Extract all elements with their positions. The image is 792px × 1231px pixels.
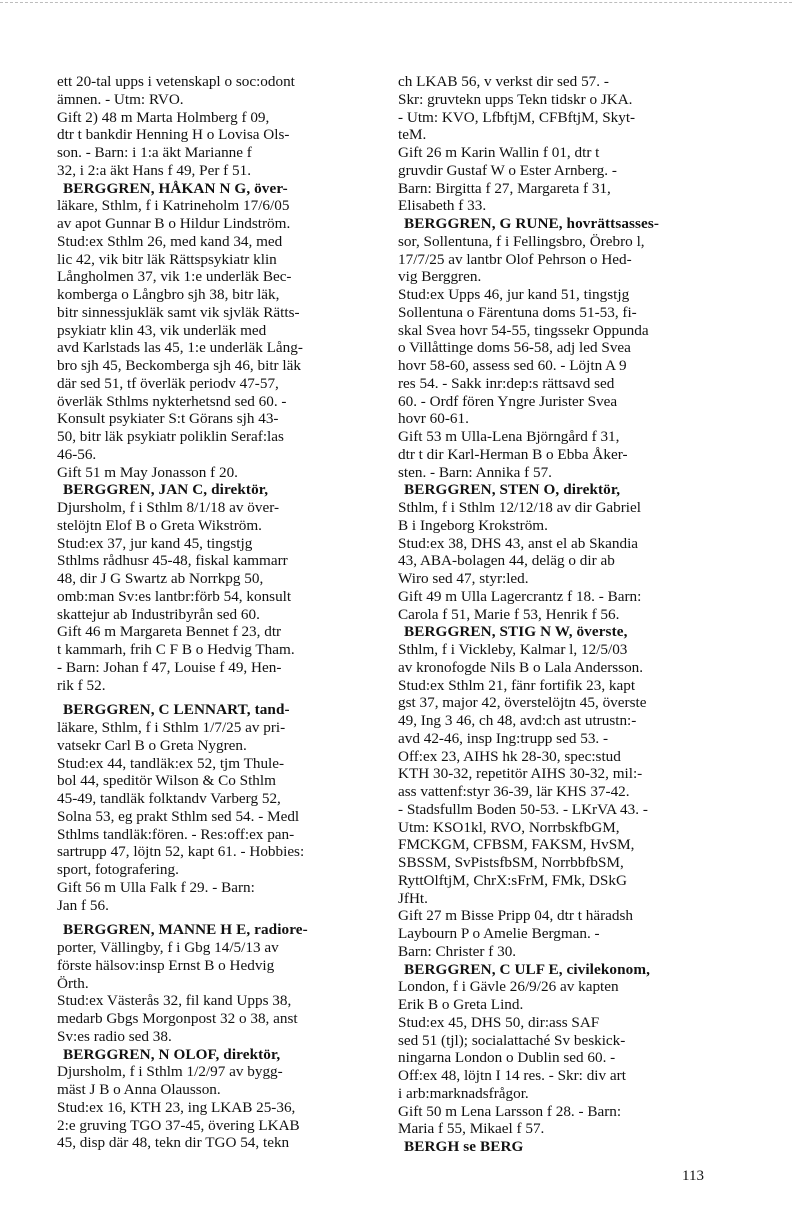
text-line: - Stadsfullm Boden 50-53. - LKrVA 43. -	[398, 800, 648, 818]
text-line: dtr t bankdir Henning H o Lovisa Ols-	[57, 126, 290, 144]
text-line: ch LKAB 56, v verkst dir sed 57. -	[398, 73, 609, 90]
text-line: sport, fotografering.	[57, 861, 179, 878]
entry-heading: BERGH se BERG	[404, 1138, 524, 1155]
text-line: dtr t dir Karl-Herman B o Ebba Åker-	[398, 445, 628, 463]
text-line: Laybourn P o Amelie Bergman. -	[398, 925, 600, 942]
entry-heading: BERGGREN, C LENNART, tand-	[63, 701, 290, 719]
text-line: Gift 49 m Ulla Lagercrantz f 18. - Barn:	[398, 587, 642, 605]
entry-heading: BERGGREN, G RUNE, hovrättsasses-	[404, 215, 660, 232]
page-top-edge	[0, 2, 792, 3]
entry-heading: BERGGREN, JAN C, direktör,	[63, 481, 269, 499]
text-line: SBSSM, SvPistsfbSM, NorrbbfbSM,	[398, 854, 624, 871]
entry-heading: BERGGREN, STIG N W, överste,	[404, 623, 628, 641]
text-line: komberga o Långbro sjh 38, bitr läk,	[57, 286, 280, 303]
text-line: teM.	[398, 126, 427, 144]
text-line: son. - Barn: i 1:a äkt Marianne f	[57, 144, 252, 161]
text-line: 46-56.	[57, 445, 97, 463]
text-line: res 54. - Sakk inr:dep:s rättsavd sed	[398, 374, 615, 392]
text-line: sor, Sollentuna, f i Fellingsbro, Örebro l,	[398, 232, 645, 250]
entry-heading: BERGGREN, STEN O, direktör,	[404, 481, 621, 499]
left-column	[57, 73, 373, 1152]
text-line: sed 51 (tjl); socialattaché Sv beskick-	[398, 1031, 626, 1049]
text-line: hovr 60-61.	[398, 410, 469, 428]
text-line: Gift 56 m Ulla Falk f 29. - Barn:	[57, 878, 255, 896]
text-line: 48, dir J G Swartz ab Norrkpg 50,	[57, 570, 264, 587]
text-line: Stud:ex Sthlm 26, med kand 34, med	[57, 232, 283, 250]
text-line: Stud:ex Västerås 32, fil kand Upps 38,	[57, 992, 292, 1010]
text-line: B i Ingeborg Krokström.	[398, 516, 548, 534]
text-line: bro sjh 45, Beckomberga sjh 46, bitr läk	[57, 357, 301, 374]
text-line: Off:ex 48, löjtn I 14 res. - Skr: div art	[398, 1067, 626, 1084]
text-line: Sthlm, f i Sthlm 12/12/18 av dir Gabriel	[398, 499, 641, 516]
text-line: Gift 27 m Bisse Pripp 04, dtr t häradsh	[398, 907, 633, 925]
text-line: 49, Ing 3 46, ch 48, avd:ch ast utrustn:-	[398, 712, 637, 729]
text-line: Örth.	[57, 974, 89, 992]
text-line: sten. - Barn: Annika f 57.	[398, 463, 552, 481]
text-line: Stud:ex 45, DHS 50, dir:ass SAF	[398, 1013, 600, 1031]
text-line: Sollentuna o Färentuna doms 51-53, fi-	[398, 303, 637, 321]
text-line: Solna 53, eg prakt Sthlm sed 54. - Medl	[57, 807, 300, 825]
text-line: av kronofogde Nils B o Lala Andersson.	[398, 658, 644, 676]
text-line: Stud:ex 37, jur kand 45, tingstjg	[57, 534, 253, 552]
text-line: Gift 51 m May Jonasson f 20.	[57, 463, 238, 481]
text-line: mäst J B o Anna Olausson.	[57, 1081, 221, 1098]
text-line: Barn: Christer f 30.	[398, 942, 517, 960]
text-line: Stud:ex Sthlm 21, fänr fortifik 23, kapt	[398, 676, 636, 694]
text-line: gst 37, major 42, överstelöjtn 45, överste	[398, 694, 647, 712]
text-line: Sthlm, f i Vickleby, Kalmar l, 12/5/03	[398, 641, 628, 658]
text-line: skattejur ab Industribyrån sed 60.	[57, 605, 260, 623]
entry-heading: BERGGREN, C ULF E, civilekonom,	[404, 960, 650, 978]
text-line: 2:e gruving TGO 37-45, övering LKAB	[57, 1116, 300, 1134]
text-line: psykiatr klin 43, vik underläk med	[57, 321, 267, 339]
text-line: Gift 53 m Ulla-Lena Björngård f 31,	[398, 428, 620, 445]
text-line: sartrupp 47, löjtn 52, kapt 61. - Hobbies:	[57, 843, 305, 861]
text-line: avd Karlstads las 45, 1:e underläk Lång-	[57, 339, 303, 357]
text-line: bol 44, speditör Wilson & Co Sthlm	[57, 772, 276, 790]
text-line: KTH 30-32, repetitör AIHS 30-32, mil:-	[398, 765, 643, 783]
text-line: 45-49, tandläk folktandv Varberg 52,	[57, 790, 281, 807]
text-line: Djursholm, f i Sthlm 1/2/97 av bygg-	[57, 1063, 283, 1081]
text-line: Stud:ex 44, tandläk:ex 52, tjm Thule-	[57, 754, 285, 772]
text-line: t kammarh, frih C F B o Hedvig Tham.	[57, 641, 295, 658]
text-line: Sthlms tandläk:fören. - Res:off:ex pan-	[57, 825, 295, 843]
text-line: vatsekr Carl B o Greta Nygren.	[57, 736, 247, 754]
text-line: o Villåttinge doms 56-58, adj led Svea	[398, 339, 631, 357]
text-line: porter, Vällingby, f i Gbg 14/5/13 av	[57, 939, 279, 956]
text-line: Off:ex 23, AIHS hk 28-30, spec:stud	[398, 747, 621, 765]
text-line: Djursholm, f i Sthlm 8/1/18 av över-	[57, 499, 280, 516]
entry-heading: BERGGREN, HÅKAN N G, över-	[63, 179, 288, 197]
text-line: 17/7/25 av lantbr Olof Pehrson o Hed-	[398, 250, 632, 268]
text-line: Wiro sed 47, styr:led.	[398, 570, 529, 587]
text-line: Stud:ex Upps 46, jur kand 51, tingstjg	[398, 286, 630, 303]
text-line: hovr 58-60, assess sed 60. - Löjtn A 9	[398, 357, 627, 374]
text-line: Elisabeth f 33.	[398, 197, 487, 215]
text-line: överläk Sthlms nykterhetsnd sed 60. -	[57, 392, 287, 410]
text-line: Stud:ex 38, DHS 43, anst el ab Skandia	[398, 534, 639, 552]
text-line: Gift 50 m Lena Larsson f 28. - Barn:	[398, 1102, 622, 1120]
text-line: Skr: gruvtekn upps Tekn tidskr o JKA.	[398, 90, 633, 108]
text-line: Maria f 55, Mikael f 57.	[398, 1120, 545, 1138]
text-line: Gift 26 m Karin Wallin f 01, dtr t	[398, 144, 600, 161]
text-line: 43, ABA-bolagen 44, deläg o dir ab	[398, 552, 615, 570]
text-line: - Barn: Johan f 47, Louise f 49, Hen-	[57, 658, 282, 676]
text-line: Sv:es radio sed 38.	[57, 1027, 172, 1045]
text-line: Jan f 56.	[57, 896, 109, 914]
text-line: stelöjtn Elof B o Greta Wikström.	[57, 516, 262, 534]
text-line: London, f i Gävle 26/9/26 av kapten	[398, 978, 619, 996]
text-line: i arb:marknadsfrågor.	[398, 1084, 529, 1102]
text-line: skal Svea hovr 54-55, tingssekr Oppunda	[398, 321, 649, 339]
text-line: bitr sinnessjukläk samt vik sjvläk Rätts-	[57, 303, 300, 321]
text-line: ett 20-tal upps i vetenskapl o soc:odont	[57, 73, 295, 90]
text-line: RyttOlftjM, ChrX:sFrM, FMk, DSkG	[398, 871, 627, 889]
text-line: Gift 46 m Margareta Bennet f 23, dtr	[57, 623, 282, 641]
text-line: förste hälsov:insp Ernst B o Hedvig	[57, 956, 275, 974]
text-line: Sthlms rådhusr 45-48, fiskal kammarr	[57, 552, 288, 570]
text-line: avd 42-46, insp Ing:trupp sed 53. -	[398, 729, 609, 747]
text-line: läkare, Sthlm, f i Katrineholm 17/6/05	[57, 197, 290, 215]
text-line: där sed 51, tf överläk periodv 47-57,	[57, 374, 279, 392]
text-line: Konsult psykiater S:t Görans sjh 43-	[57, 410, 279, 428]
text-line: Långholmen 37, vik 1:e underläk Bec-	[57, 268, 292, 286]
text-line: Barn: Birgitta f 27, Margareta f 31,	[398, 179, 611, 197]
text-line: Stud:ex 16, KTH 23, ing LKAB 25-36,	[57, 1098, 296, 1116]
text-line: av apot Gunnar B o Hildur Lindström.	[57, 215, 291, 232]
text-line: vig Berggren.	[398, 268, 482, 286]
text-line: 32, i 2:a äkt Hans f 49, Per f 51.	[57, 161, 252, 179]
right-column	[398, 73, 720, 1156]
text-line: 50, bitr läk psykiatr poliklin Seraf:las	[57, 428, 284, 445]
text-line: FMCKGM, CFBSM, FAKSM, HvSM,	[398, 836, 635, 854]
text-line: Carola f 51, Marie f 53, Henrik f 56.	[398, 605, 620, 623]
page-number: 113	[682, 1168, 704, 1184]
text-line: ningarna London o Dublin sed 60. -	[398, 1049, 616, 1067]
text-line: omb:man Sv:es lantbr:förb 54, konsult	[57, 587, 292, 605]
text-line: 60. - Ordf fören Yngre Jurister Svea	[398, 392, 618, 410]
entry-heading: BERGGREN, N OLOF, direktör,	[63, 1045, 281, 1063]
text-line: rik f 52.	[57, 676, 106, 694]
text-line: 45, disp där 48, tekn dir TGO 54, tekn	[57, 1134, 290, 1152]
text-line: läkare, Sthlm, f i Sthlm 1/7/25 av pri-	[57, 719, 286, 736]
text-line: Gift 2) 48 m Marta Holmberg f 09,	[57, 108, 270, 126]
text-line: JfHt.	[398, 889, 428, 907]
text-line: lic 42, vik bitr läk Rättspsykiatr klin	[57, 250, 277, 268]
text-line: Erik B o Greta Lind.	[398, 996, 524, 1013]
text-line: medarb Gbgs Morgonpost 32 o 38, anst	[57, 1010, 298, 1027]
text-line: gruvdir Gustaf W o Ester Arnberg. -	[398, 161, 617, 179]
entry-heading: BERGGREN, MANNE H E, radiore-	[63, 921, 308, 939]
text-line: ass vattenf:styr 36-39, lär KHS 37-42.	[398, 783, 630, 800]
text-line: Utm: KSO1kl, RVO, NorrbskfbGM,	[398, 818, 620, 836]
text-line: ämnen. - Utm: RVO.	[57, 90, 184, 108]
text-line: - Utm: KVO, LfbftjM, CFBftjM, Skyt-	[398, 108, 636, 126]
